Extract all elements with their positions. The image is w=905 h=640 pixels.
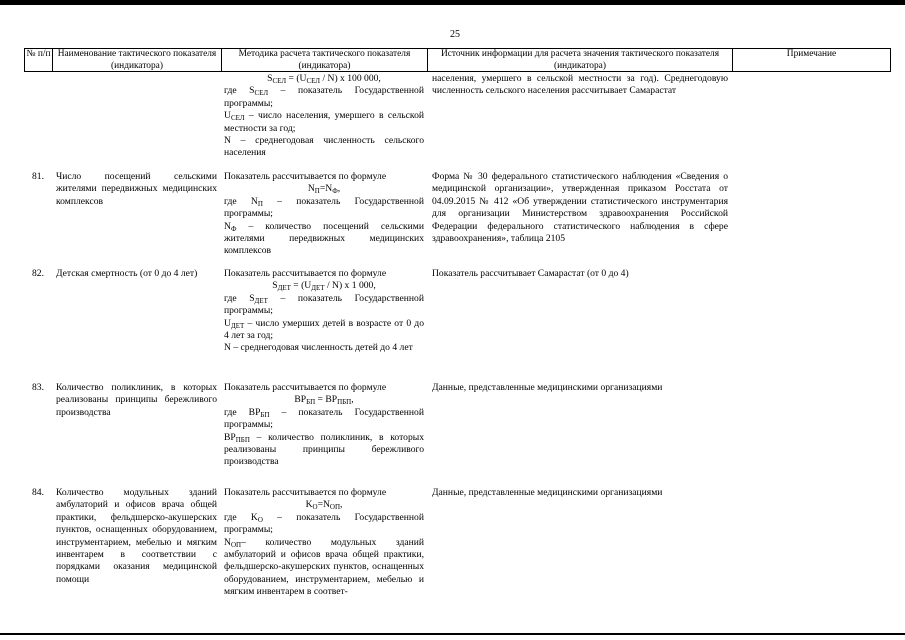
- method-intro: Показатель рассчитывается по формуле: [224, 382, 387, 393]
- method-description: где $BP_{БП}$ – показатель Государственной программы; $BP_{ПБП}$ – количество поликлиник, в которых реализованы принципы бережливого производства: [224, 406, 424, 468]
- header-col-name: Наименование тактического показателя (индикатора): [52, 48, 222, 72]
- continuation-formula: $S_{СЕЛ} = (U_{СЕЛ} / N)$ x 100 000,: [267, 73, 381, 85]
- continuation-method-line: $U_{СЕЛ}$ – число населения, умершего в сельской местности за год;: [224, 110, 424, 134]
- page-number: 25: [450, 29, 460, 40]
- row-81-method: [224, 171, 424, 258]
- method-intro: Показатель рассчитывается по формуле: [224, 487, 387, 498]
- formula: $N_П=N_Ф$,: [307, 183, 341, 196]
- method-intro: Показатель рассчитывается по формуле: [224, 268, 387, 279]
- method-description: где $K_О$ – показатель Государственной программы; $N_{ОП}-$ количество модульных зданий амбулаторий и офисов врача общей практики, фельдшерско-акушерских пунктов, оснащенных оборудованием, инструментарием, мебелью и мягким инвентарем в соответ-: [224, 511, 424, 598]
- method-description: где $N_П$ – показатель Государственной программы; $N_Ф$ – количество посещений сельскими жителями передвижных медицинских комплексов: [224, 195, 424, 257]
- header-col-num: № п/п: [24, 48, 53, 72]
- continuation-source: населения, умершего в сельской местности за год). Среднегодовую численность сельского населения рассчитывает Самарастат: [432, 73, 728, 97]
- row-84-source: Данные, представленные медицинскими организациями: [432, 487, 663, 498]
- method-intro: Показатель рассчитывается по формуле: [224, 171, 387, 182]
- row-84-method: [224, 487, 424, 599]
- formula: $K_О=N_{ОП}$,: [305, 499, 343, 512]
- formula: $BP_{БП} = BP_{ПБП}$,: [294, 394, 354, 407]
- header-col-note: Примечание: [732, 48, 891, 72]
- row-81-num: 81.: [32, 171, 44, 182]
- row-84-name: Количество модульных зданий амбулаторий и офисов врача общей практики, фельдшерско-акушерских пунктов, оснащенных оборудованием, инструментарием, мебелью и мягким инвентарем в соответствии с порядками оказания медицинской помощи: [56, 487, 217, 585]
- row-82-method: [224, 268, 424, 355]
- row-82-source: Показатель рассчитывает Самарастат (от 0 до 4): [432, 268, 629, 279]
- row-83-method: [224, 382, 424, 469]
- row-81-source: Форма № 30 федерального статистического наблюдения «Сведения о медицинской организации», утвержденная приказом Росстата от 04.09.2015 № 412 «Об утверждении статистического инструментария для организации Министерством здравоохранения Российской Федерации федерального статистического наблюдения в сфере здравоохранения», таблица 2105: [432, 171, 728, 245]
- header-col-method: Методика расчета тактического показателя (индикатора): [221, 48, 428, 72]
- continuation-method-line: где $S_{СЕЛ}$ – показатель Государственной программы;: [224, 85, 424, 109]
- continuation-method: [224, 73, 424, 160]
- header-col-source: Источник информации для расчета значения тактического показателя (индикатора): [427, 48, 733, 72]
- top-border: [0, 0, 905, 5]
- row-82-num: 82.: [32, 268, 44, 279]
- method-description: где $S_{ДЕТ}$ – показатель Государственной программы; $U_{ДЕТ}$ – число умерших детей в возрасте от 0 до 4 лет за год; N – среднегодовая численность детей до 4 лет: [224, 292, 424, 354]
- row-83-name: Количество поликлиник, в которых реализованы принципы бережливого производства: [56, 382, 217, 418]
- bottom-border: [0, 633, 905, 635]
- row-81-name: Число посещений сельскими жителями передвижных медицинских комплексов: [56, 171, 217, 207]
- row-83-source: Данные, представленные медицинскими организациями: [432, 382, 663, 393]
- row-82-name: Детская смертность (от 0 до 4 лет): [56, 268, 198, 279]
- continuation-method-line: N – среднегодовая численность сельского населения: [224, 135, 424, 159]
- formula: $S_{ДЕТ} = (U_{ДЕТ} / N)$ x 1 000,: [272, 280, 376, 293]
- row-84-num: 84.: [32, 487, 44, 498]
- row-83-num: 83.: [32, 382, 44, 393]
